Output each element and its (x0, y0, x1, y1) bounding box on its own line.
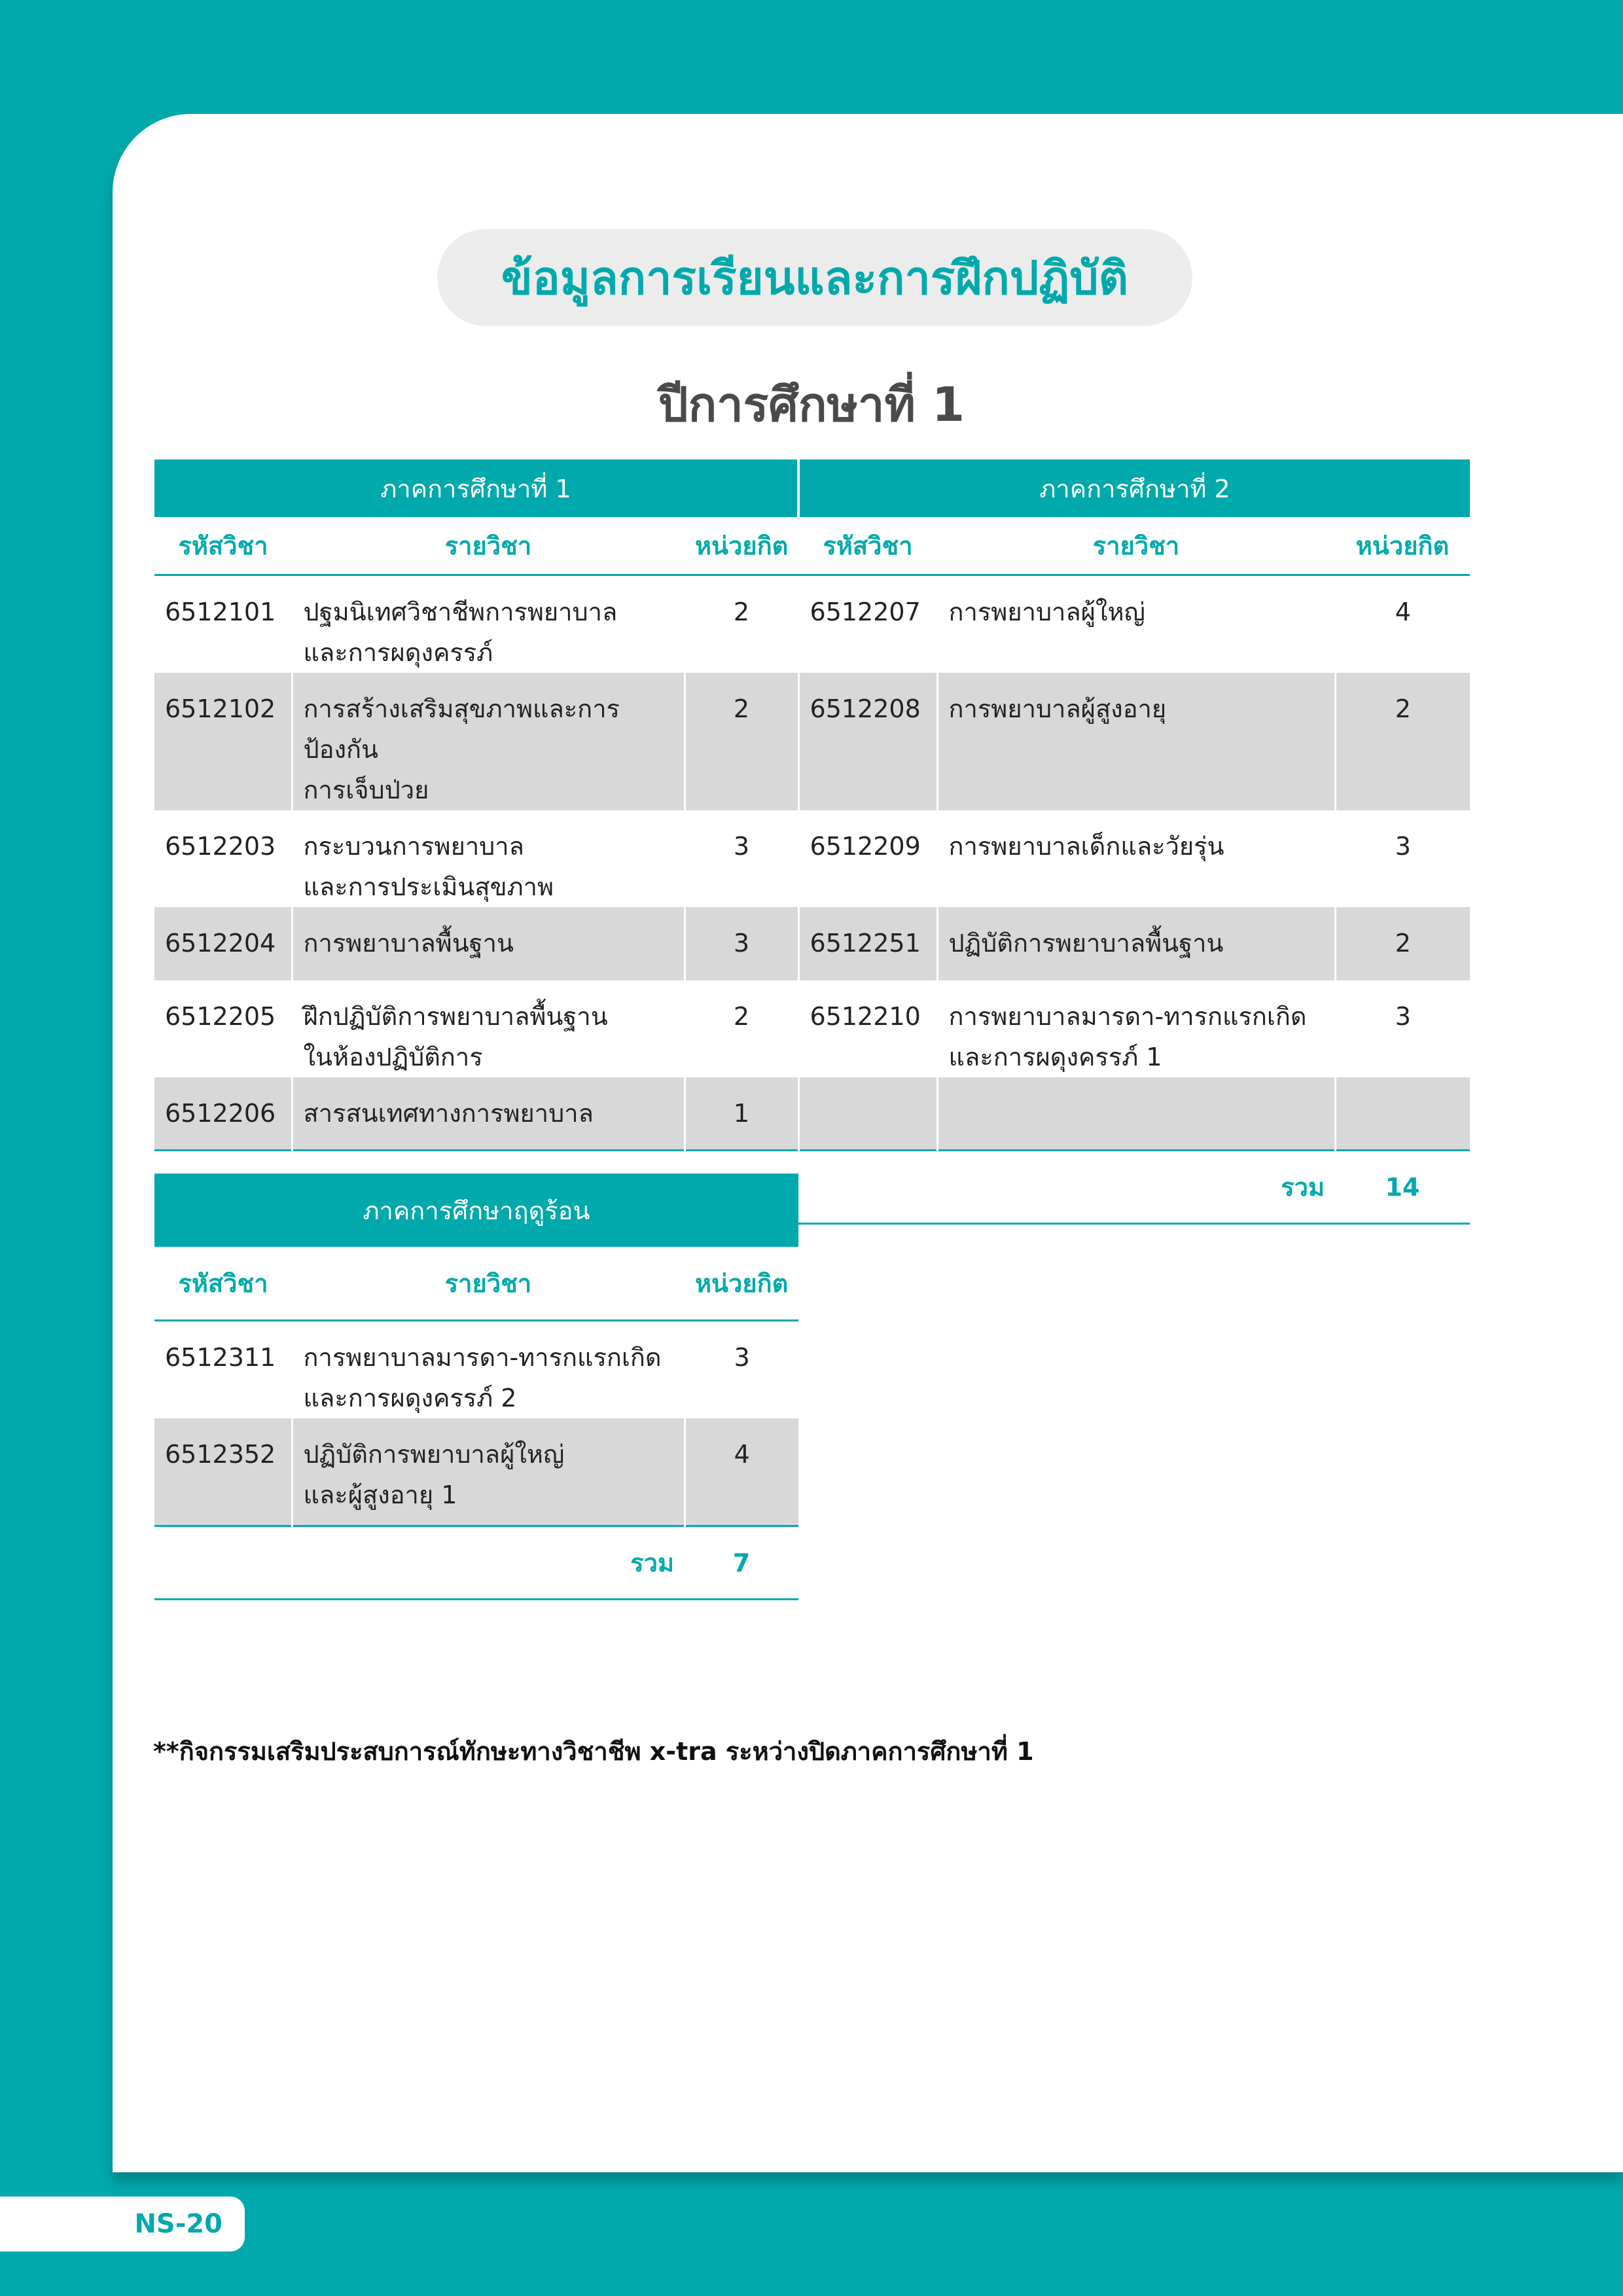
col-course-header: รายวิชา (292, 1247, 685, 1320)
total-row (154, 1526, 798, 1600)
table-row (154, 1320, 798, 1418)
course-code: 6512208 (798, 673, 937, 810)
summer-table (154, 1174, 798, 1600)
course-code: 6512251 (798, 907, 937, 980)
course-name: การพยาบาลผู้สูงอายุ (937, 673, 1335, 810)
page-title: ข้อมูลการเรียนและการฝึกปฏิบัติ (437, 229, 1192, 326)
table-row (154, 810, 1470, 907)
col-credits-header: หน่วยกิต (685, 1247, 798, 1320)
empty-cell (1335, 1077, 1470, 1151)
course-code: 6512207 (798, 575, 937, 673)
course-credits: 3 (685, 810, 798, 907)
col-code-header: รหัสวิชา (798, 517, 937, 575)
course-credits: 2 (685, 980, 798, 1077)
semester2-total-label: รวม (798, 1151, 1335, 1224)
course-credits: 2 (685, 575, 798, 673)
course-name: การพยาบาลผู้ใหญ่ (937, 575, 1335, 673)
course-code: 6512102 (154, 673, 292, 810)
course-code: 6512203 (154, 810, 292, 907)
semester2-label: ภาคการศึกษาที่ 2 (798, 459, 1470, 517)
semester1-label: ภาคการศึกษาที่ 1 (154, 459, 798, 517)
course-code: 6512205 (154, 980, 292, 1077)
course-code: 6512209 (798, 810, 937, 907)
course-code: 6512210 (798, 980, 937, 1077)
course-name: การพยาบาลพื้นฐาน (292, 907, 685, 980)
col-credits-header: หน่วยกิต (1335, 517, 1470, 575)
col-course-header: รายวิชา (937, 517, 1335, 575)
col-code-header: รหัสวิชา (154, 517, 292, 575)
semester2-total: 14 (1335, 1151, 1470, 1224)
course-name: ปฏิบัติการพยาบาลพื้นฐาน (937, 907, 1335, 980)
course-credits: 3 (685, 907, 798, 980)
course-name: การสร้างเสริมสุขภาพและการป้องกัน การเจ็บป่วย (292, 673, 685, 810)
footnote: **กิจกรรมเสริมประสบการณ์ทักษะทางวิชาชีพ x-tra ระหว่างปิดภาคการศึกษาที่ 1 (153, 1737, 1034, 1766)
table-row (154, 575, 1470, 673)
col-credits-header: หน่วยกิต (685, 517, 798, 575)
course-name: ฝึกปฏิบัติการพยาบาลพื้นฐาน ในห้องปฏิบัติการ (292, 980, 685, 1077)
col-code-header: รหัสวิชา (154, 1247, 292, 1320)
course-credits: 4 (1395, 597, 1411, 626)
course-code: 6512204 (154, 907, 292, 980)
semester-table (154, 459, 1470, 1225)
course-credits: 2 (685, 673, 798, 810)
year-heading: ปีการศึกษาที่ 1 (658, 377, 965, 432)
course-name: การพยาบาลมารดา-ทารกแรกเกิด และการผดุงครรภ์ 1 (937, 980, 1335, 1077)
course-credits: 3 (1395, 1001, 1411, 1031)
empty-cell (937, 1077, 1335, 1151)
table-row (154, 980, 1470, 1077)
column-header-row (154, 1247, 798, 1320)
course-name: ปฏิบัติการพยาบาลผู้ใหญ่ และผู้สูงอายุ 1 (292, 1418, 685, 1526)
table-row (154, 1077, 1470, 1151)
course-credits: 1 (685, 1077, 798, 1151)
col-course-header: รายวิชา (292, 517, 685, 575)
summer-total: 7 (685, 1526, 798, 1600)
summer-label: ภาคการศึกษาฤดูร้อน (154, 1174, 798, 1247)
course-code: 6512311 (154, 1320, 292, 1418)
table-row (154, 1418, 798, 1526)
table-row (154, 673, 1470, 810)
course-name: ปฐมนิเทศวิชาชีพการพยาบาล และการผดุงครรภ์ (292, 575, 685, 673)
course-credits: 2 (1335, 907, 1470, 980)
summer-header-row (154, 1174, 798, 1247)
table-row (154, 907, 1470, 980)
course-credits: 3 (734, 1342, 750, 1372)
course-name: สารสนเทศทางการพยาบาล (292, 1077, 685, 1151)
course-name: การพยาบาลเด็กและวัยรุ่น (937, 810, 1335, 907)
empty-cell (798, 1077, 937, 1151)
course-name: การพยาบาลมารดา-ทารกแรกเกิด และการผดุงครรภ์ 2 (292, 1320, 685, 1418)
course-code: 6512101 (154, 575, 292, 673)
summer-total-label: รวม (154, 1526, 685, 1600)
semester-header-row (154, 459, 1470, 517)
page-number: NS-20 (0, 2197, 245, 2251)
column-header-row (154, 517, 1470, 575)
course-credits: 2 (1335, 673, 1470, 810)
course-code: 6512206 (154, 1077, 292, 1151)
course-credits: 3 (1395, 831, 1411, 861)
course-credits: 4 (685, 1418, 798, 1526)
course-code: 6512352 (154, 1418, 292, 1526)
course-name: กระบวนการพยาบาล และการประเมินสุขภาพ (292, 810, 685, 907)
